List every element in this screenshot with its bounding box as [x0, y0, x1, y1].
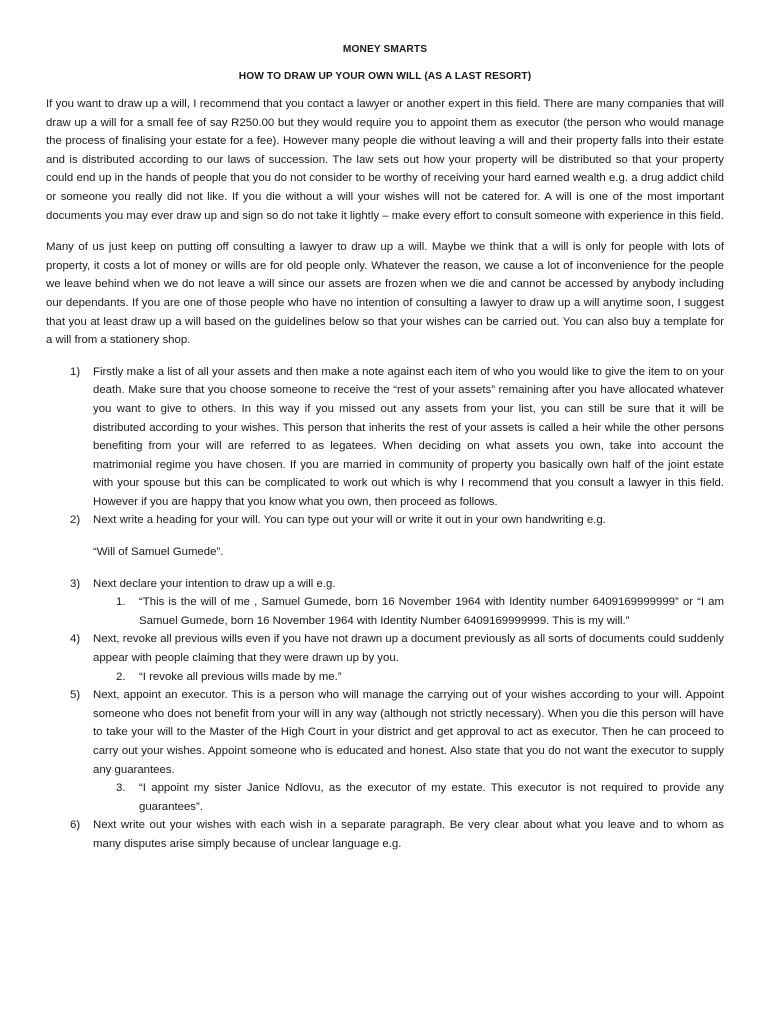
- step-number: 6): [70, 819, 81, 832]
- document-brand: MONEY SMARTS: [342, 44, 428, 55]
- step-3: [46, 575, 724, 631]
- example-number: 1.: [116, 596, 126, 609]
- step-text: Next write a heading for your will. You can type out your will or write it out in your own handwriting e.g.: [93, 514, 606, 527]
- step-2: [46, 511, 724, 561]
- intro-paragraph: If you want to draw up a will, I recommend that you contact a lawyer or another expert in this field. There are many companies that will draw up a will for a small fee of say R250.00 but they would require you to appoint them as executor (the person who would manage the process of finalising your estate for a fee). However many people die without leaving a will and their property falls into their estate and is distributed according to our laws of succession. The law sets out how your property will be distributed so that your property could end up in the hands of people that you do not consider to be worthy of receiving your hard earned wealth e.g. a drug addict child or someone you really did not like. If you die without a will your wishes will not be catered for. A will is one of the most important documents you may ever draw up and sign so do not take it lightly – make every effort to consult someone with experience in this field.: [46, 98, 724, 222]
- example-text: “I appoint my sister Janice Ndlovu, as the executor of my estate. This executor is not required to provide any guarantees”.: [139, 782, 724, 813]
- example-text: “This is the will of me , Samuel Gumede, born 16 November 1964 with Identity number 6409169999999” or “I am Samuel Gumede, born 16 November 1964 with Identity Number 6409169999999. This is my will.”: [139, 596, 724, 627]
- step-text: Next write out your wishes with each wish in a separate paragraph. Be very clear about what you leave and to whom as many disputes arise simply because of unclear language e.g.: [93, 819, 724, 850]
- step-number: 3): [70, 577, 81, 590]
- document-title: HOW TO DRAW UP YOUR OWN WILL (AS A LAST RESORT): [238, 71, 532, 82]
- step-number: 5): [70, 689, 81, 702]
- step-text: Next, revoke all previous wills even if you have not drawn up a document previously as all sorts of documents could suddenly appear with people claiming that they were drawn up by you.: [93, 633, 724, 665]
- step-6: [46, 816, 724, 853]
- step-number: 2): [70, 514, 81, 527]
- example-number: 3.: [116, 782, 126, 795]
- example-declaration: [46, 593, 724, 630]
- step-1: [46, 363, 724, 512]
- steps-list: [46, 363, 724, 854]
- document-page: [46, 44, 724, 854]
- step-text: Next declare your intention to draw up a will e.g.: [93, 577, 336, 590]
- example-heading: “Will of Samuel Gumede”.: [93, 546, 224, 559]
- step-text: Firstly make a list of all your assets and then make a note against each item of who you would like to give the item to on your death. Make sure that you choose someone to receive the “rest of your assets” remaining after you have allocated whatever you want to give to others. In this way if you missed out any assets from your list, you can still be sure that it will be distributed according to your wishes. This person that inherits the rest of your assets is called a heir while the other persons benefiting from your will are referred to as legatees. When deciding on what assets you own, take into account the matrimonial regime you have chosen. If you are married in community of property you basically own half of the joint estate with your spouse but this can be complicated to work out which is why I recommend that you consult a lawyer in this field. However if you are happy that you know what you own, then proceed as follows.: [93, 365, 724, 508]
- example-number: 2.: [116, 670, 126, 683]
- step-number: 1): [70, 365, 81, 378]
- step-text: Next, appoint an executor. This is a person who will manage the carrying out of your wishes according to your will. Appoint someone who does not benefit from your will in any way (although not strictly necessary). When you die this person will have to take your will to the Master of the High Court in your district and get approval to act as executor. Then he can proceed to carry out your wishes. Appoint someone who is educated and honest. Also state that you do not want the executor to supply any guarantees.: [93, 689, 724, 776]
- step-4: [46, 630, 724, 686]
- example-revocation: [46, 668, 724, 687]
- step-5: [46, 686, 724, 816]
- step-number: 4): [70, 633, 81, 646]
- example-text: “I revoke all previous wills made by me.”: [139, 670, 342, 683]
- second-paragraph: Many of us just keep on putting off consulting a lawyer to draw up a will. Maybe we think that a will is only for people with lots of property, it costs a lot of money or wills are for old people only. Whatever the reason, we cause a lot of inconvenience for the people we leave behind when we do not leave a will since our assets are frozen when we die and cannot be accessed by anybody including our dependants. If you are one of those people who have no intention of consulting a lawyer to draw up a will anytime soon, I suggest that you at least draw up a will based on the guidelines below so that your wishes can be carried out. You can also buy a template for a will from a stationery shop.: [46, 241, 724, 347]
- example-executor: [46, 779, 724, 816]
